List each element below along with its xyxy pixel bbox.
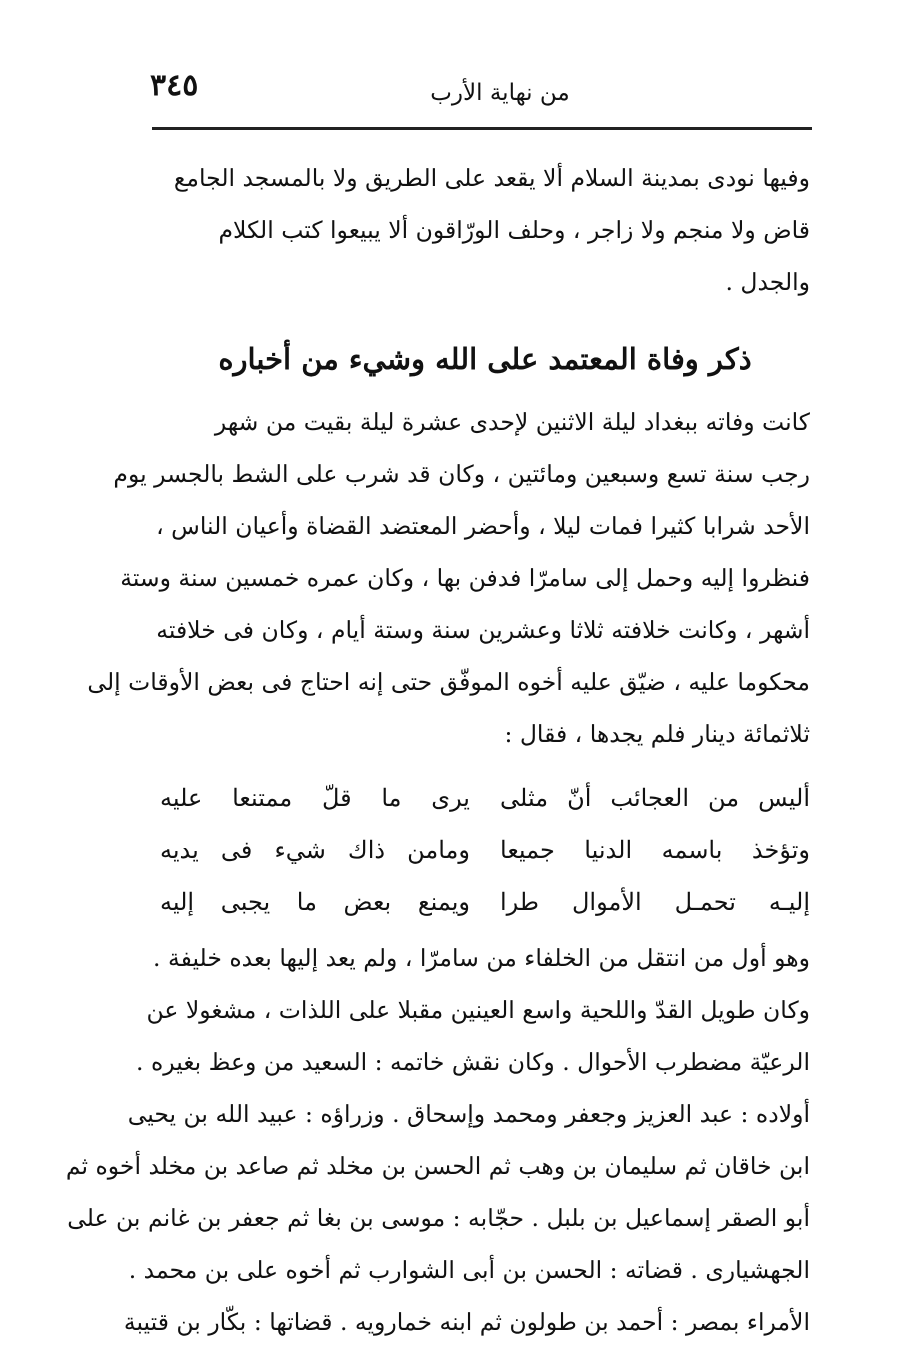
- verse-first-hemistich: وتؤخذ باسمه الدنيا جميعا: [500, 836, 810, 864]
- page-header: [150, 60, 815, 120]
- verse-second-hemistich: ومامن ذاك شيء فى يديه: [160, 836, 470, 864]
- section-heading: ذكر وفاة المعتمد على الله وشيء من أخباره: [218, 342, 752, 376]
- text-line: الأحد شرابا كثيرا فمات ليلا ، وأحضر المعتضد القضاة وأعيان الناس ،: [156, 512, 810, 540]
- paragraph-death-account: [87, 396, 810, 760]
- page-number: ٣٤٥: [150, 68, 199, 103]
- text-line: وهو أول من انتقل من الخلفاء من سامرّا ، ولم يعد إليها بعده خليفة .: [153, 944, 810, 972]
- text-line: رجب سنة تسع وسبعين ومائتين ، وكان قد شرب على الشط بالجسر يوم: [113, 460, 810, 488]
- text-line: أشهر ، وكانت خلافته ثلاثا وعشرين سنة وستة أيام ، وكان فى خلافته: [156, 616, 810, 644]
- poem-verse: [160, 876, 810, 928]
- verse-second-hemistich: ويمنع بعض ما يجبى إليه: [160, 888, 470, 916]
- text-line: محكوما عليه ، ضيّق عليه أخوه الموفّق حتى إنه احتاج فى بعض الأوقات إلى: [87, 668, 810, 696]
- text-line: ابن خاقان ثم سليمان بن وهب ثم الحسن بن مخلد ثم صاعد بن مخلد أخوه ثم: [65, 1152, 810, 1180]
- poem-verse: [160, 824, 810, 876]
- text-line: قاض ولا منجم ولا زاجر ، وحلف الورّاقون ألا يبيعوا كتب الكلام: [218, 216, 810, 244]
- verse-first-hemistich: أليس من العجائب أنّ مثلى: [500, 784, 810, 812]
- text-line: كانت وفاته ببغداد ليلة الاثنين لإحدى عشرة ليلة بقيت من شهر: [214, 408, 810, 436]
- header-rule: [152, 127, 812, 130]
- text-line: فنظروا إليه وحمل إلى سامرّا فدفن بها ، وكان عمره خمسين سنة وستة: [120, 564, 810, 592]
- text-line: والجدل .: [725, 268, 810, 296]
- text-line: أولاده : عبد العزيز وجعفر ومحمد وإسحاق . وزراؤه : عبيد الله بن يحيى: [127, 1100, 810, 1128]
- text-line: أبو الصقر إسماعيل بن بلبل . حجّابه : موسى بن بغا ثم جعفر بن غانم بن على: [67, 1204, 810, 1232]
- text-line: وفيها نودى بمدينة السلام ألا يقعد على الطريق ولا بالمسجد الجامع: [173, 164, 810, 192]
- text-line: وكان طويل القدّ واللحية واسع العينين مقبلا على اللذات ، مشغولا عن: [146, 996, 810, 1024]
- paragraph-intro: [160, 152, 810, 308]
- text-line: الرعيّة مضطرب الأحوال . وكان نقش خاتمه : السعيد من وعظ بغيره .: [136, 1048, 810, 1076]
- text-line: الأمراء بمصر : أحمد بن طولون ثم ابنه خمارويه . قضاتها : بكّار بن قتيبة: [123, 1308, 810, 1336]
- poem-verse: [160, 772, 810, 824]
- verse-second-hemistich: يرى ما قلّ ممتنعا عليه: [160, 784, 470, 812]
- paragraph-biography: [65, 932, 810, 1348]
- verse-first-hemistich: إليـه تحمـل الأموال طرا: [500, 888, 810, 916]
- poem-verses: [160, 772, 810, 928]
- running-title: من نهاية الأرب: [430, 80, 570, 106]
- text-line: ثلاثمائة دينار فلم يجدها ، فقال :: [504, 720, 810, 748]
- text-line: الجهشيارى . قضاته : الحسن بن أبى الشوارب ثم أخوه على بن محمد .: [128, 1256, 810, 1284]
